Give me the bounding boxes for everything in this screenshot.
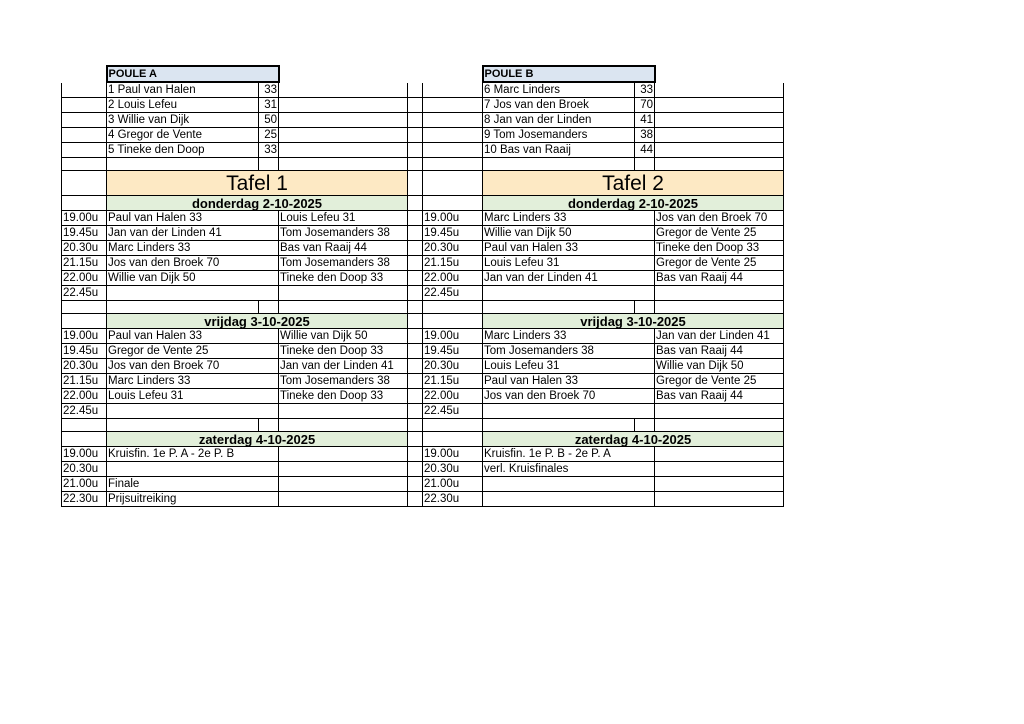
sheet-row bbox=[62, 211, 784, 226]
poule-b-player: 8 Jan van der Linden bbox=[483, 113, 635, 128]
sheet-row bbox=[62, 432, 784, 447]
empty-cell bbox=[62, 143, 107, 158]
poule-b-score: 38 bbox=[635, 128, 655, 143]
poule-b-score: 70 bbox=[635, 98, 655, 113]
empty-cell bbox=[423, 128, 483, 143]
tournament-schedule-sheet bbox=[61, 65, 784, 507]
tafel1-player-1: Willie van Dijk 50 bbox=[107, 271, 279, 286]
tafel2-player-1: Kruisfin. 1e P. B - 2e P. A bbox=[483, 447, 655, 462]
tafel1-player-1: Jos van den Broek 70 bbox=[107, 256, 279, 271]
tafel1-player-1: Paul van Halen 33 bbox=[107, 211, 279, 226]
poule-a-score: 31 bbox=[259, 98, 279, 113]
spacer-cell bbox=[408, 286, 423, 301]
tafel2-time: 19.45u bbox=[423, 344, 483, 359]
tafel2-player-1: Willie van Dijk 50 bbox=[483, 226, 655, 241]
sheet-row bbox=[62, 158, 784, 171]
empty-cell bbox=[423, 432, 483, 447]
tafel1-time: 21.00u bbox=[62, 477, 107, 492]
poule-b-score: 44 bbox=[635, 143, 655, 158]
sheet-row bbox=[62, 286, 784, 301]
poule-b-score: 41 bbox=[635, 113, 655, 128]
tafel2-player-2 bbox=[655, 462, 784, 477]
tafel1-player-2: Willie van Dijk 50 bbox=[279, 329, 408, 344]
tafel1-time: 22.00u bbox=[62, 389, 107, 404]
tafel1-player-1: Kruisfin. 1e P. A - 2e P. B bbox=[107, 447, 279, 462]
spacer-cell bbox=[408, 492, 423, 507]
tafel1-player-2: Jan van der Linden 41 bbox=[279, 359, 408, 374]
empty-cell bbox=[408, 419, 423, 432]
spacer-cell bbox=[408, 128, 423, 143]
sheet-row bbox=[62, 462, 784, 477]
tafel1-player-1: Jos van den Broek 70 bbox=[107, 359, 279, 374]
sheet-row bbox=[62, 447, 784, 462]
empty-cell bbox=[635, 301, 655, 314]
tafel1-time: 20.30u bbox=[62, 359, 107, 374]
sheet-row bbox=[62, 143, 784, 158]
empty-cell bbox=[655, 98, 784, 113]
tafel1-time: 19.00u bbox=[62, 211, 107, 226]
tafel2-player-1 bbox=[483, 286, 655, 301]
spacer-cell bbox=[408, 314, 423, 329]
spacer-cell bbox=[408, 143, 423, 158]
sheet-row bbox=[62, 196, 784, 211]
tafel2-player-2 bbox=[655, 404, 784, 419]
tafel1-player-2 bbox=[279, 447, 408, 462]
tafel1-time: 22.00u bbox=[62, 271, 107, 286]
tafel1-player-2 bbox=[279, 477, 408, 492]
tafel2-player-2: Bas van Raaij 44 bbox=[655, 389, 784, 404]
tafel2-player-2: Jos van den Broek 70 bbox=[655, 211, 784, 226]
empty-cell bbox=[279, 66, 408, 82]
empty-cell bbox=[635, 158, 655, 171]
tafel2-time: 21.15u bbox=[423, 256, 483, 271]
tafel2-player-1 bbox=[483, 404, 655, 419]
empty-cell bbox=[655, 113, 784, 128]
empty-cell bbox=[423, 82, 483, 98]
sheet-row bbox=[62, 404, 784, 419]
tafel1-player-1: Paul van Halen 33 bbox=[107, 329, 279, 344]
tafel1-player-1: Finale bbox=[107, 477, 279, 492]
tafel1-player-2 bbox=[279, 492, 408, 507]
empty-cell bbox=[423, 113, 483, 128]
tafel2-time: 22.00u bbox=[423, 389, 483, 404]
tafel2-player-2: Bas van Raaij 44 bbox=[655, 271, 784, 286]
tafel2-time: 20.30u bbox=[423, 462, 483, 477]
sheet-row bbox=[62, 329, 784, 344]
tafel1-player-1 bbox=[107, 462, 279, 477]
empty-cell bbox=[62, 314, 107, 329]
poule-b-score: 33 bbox=[635, 82, 655, 98]
tafel1-time: 19.45u bbox=[62, 226, 107, 241]
tafel2-player-2: Bas van Raaij 44 bbox=[655, 344, 784, 359]
sheet-row bbox=[62, 256, 784, 271]
tafel1-day-label: zaterdag 4-10-2025 bbox=[107, 432, 408, 447]
tafel1-player-1 bbox=[107, 404, 279, 419]
empty-cell bbox=[62, 432, 107, 447]
tafel1-time: 22.45u bbox=[62, 404, 107, 419]
empty-cell bbox=[279, 143, 408, 158]
sheet-row bbox=[62, 344, 784, 359]
empty-cell bbox=[423, 66, 483, 82]
sheet-row bbox=[62, 359, 784, 374]
empty-cell bbox=[259, 419, 279, 432]
spacer-cell bbox=[408, 171, 423, 196]
spacer-cell bbox=[408, 404, 423, 419]
tafel1-player-1: Gregor de Vente 25 bbox=[107, 344, 279, 359]
empty-cell bbox=[259, 301, 279, 314]
empty-cell bbox=[655, 66, 784, 82]
empty-cell bbox=[423, 301, 483, 314]
empty-cell bbox=[423, 158, 483, 171]
tafel1-player-2: Tom Josemanders 38 bbox=[279, 374, 408, 389]
spacer-cell bbox=[408, 359, 423, 374]
spacer-cell bbox=[408, 374, 423, 389]
sheet-row bbox=[62, 98, 784, 113]
tafel2-day-label: donderdag 2-10-2025 bbox=[483, 196, 784, 211]
tafel2-title: Tafel 2 bbox=[483, 171, 784, 196]
tafel1-time: 22.45u bbox=[62, 286, 107, 301]
tafel1-time: 20.30u bbox=[62, 241, 107, 256]
tafel2-time: 20.30u bbox=[423, 359, 483, 374]
poule-a-score: 33 bbox=[259, 82, 279, 98]
empty-cell bbox=[483, 158, 635, 171]
tafel1-player-2: Tom Josemanders 38 bbox=[279, 256, 408, 271]
poule-a-player: 2 Louis Lefeu bbox=[107, 98, 259, 113]
empty-cell bbox=[62, 98, 107, 113]
tafel2-player-1: Marc Linders 33 bbox=[483, 211, 655, 226]
tafel2-time: 21.15u bbox=[423, 374, 483, 389]
poule-a-player: 4 Gregor de Vente bbox=[107, 128, 259, 143]
sheet-row bbox=[62, 477, 784, 492]
spacer-cell bbox=[408, 389, 423, 404]
tafel1-time: 22.30u bbox=[62, 492, 107, 507]
empty-cell bbox=[279, 98, 408, 113]
tafel1-day-label: vrijdag 3-10-2025 bbox=[107, 314, 408, 329]
spacer-cell bbox=[408, 432, 423, 447]
empty-cell bbox=[279, 419, 408, 432]
empty-cell bbox=[107, 301, 259, 314]
empty-cell bbox=[423, 419, 483, 432]
sheet-row bbox=[62, 171, 784, 196]
poule-b-player: 10 Bas van Raaij bbox=[483, 143, 635, 158]
tafel1-time: 19.00u bbox=[62, 329, 107, 344]
tafel2-day-label: zaterdag 4-10-2025 bbox=[483, 432, 784, 447]
spacer-cell bbox=[408, 256, 423, 271]
poule-b-player: 7 Jos van den Broek bbox=[483, 98, 635, 113]
sheet-row bbox=[62, 389, 784, 404]
tafel1-player-2: Tineke den Doop 33 bbox=[279, 344, 408, 359]
tafel1-time: 21.15u bbox=[62, 374, 107, 389]
tafel1-time: 20.30u bbox=[62, 462, 107, 477]
sheet-row bbox=[62, 419, 784, 432]
empty-cell bbox=[655, 158, 784, 171]
sheet-row bbox=[62, 271, 784, 286]
tafel2-time: 19.00u bbox=[423, 211, 483, 226]
poule-a-player: 5 Tineke den Doop bbox=[107, 143, 259, 158]
empty-cell bbox=[279, 113, 408, 128]
tafel1-player-1: Marc Linders 33 bbox=[107, 241, 279, 256]
empty-cell bbox=[655, 82, 784, 98]
tafel2-player-1: Marc Linders 33 bbox=[483, 329, 655, 344]
sheet-row bbox=[62, 492, 784, 507]
tafel1-player-1 bbox=[107, 286, 279, 301]
empty-cell bbox=[655, 301, 784, 314]
sheet-row bbox=[62, 314, 784, 329]
tafel2-time: 19.00u bbox=[423, 329, 483, 344]
spacer-cell bbox=[408, 82, 423, 98]
tafel1-player-2: Louis Lefeu 31 bbox=[279, 211, 408, 226]
tafel2-player-1: Jos van den Broek 70 bbox=[483, 389, 655, 404]
tafel2-player-2 bbox=[655, 477, 784, 492]
tafel2-player-2: Gregor de Vente 25 bbox=[655, 226, 784, 241]
poule-a-title: POULE A bbox=[107, 66, 279, 82]
tafel2-player-1 bbox=[483, 492, 655, 507]
poule-a-score: 50 bbox=[259, 113, 279, 128]
empty-cell bbox=[62, 158, 107, 171]
sheet-row bbox=[62, 113, 784, 128]
empty-cell bbox=[483, 301, 635, 314]
sheet-row bbox=[62, 82, 784, 98]
sheet-row bbox=[62, 374, 784, 389]
poule-a-player: 1 Paul van Halen bbox=[107, 82, 259, 98]
tafel2-time: 22.45u bbox=[423, 404, 483, 419]
tafel1-player-2: Tom Josemanders 38 bbox=[279, 226, 408, 241]
sheet-row bbox=[62, 301, 784, 314]
sheet-row bbox=[62, 226, 784, 241]
empty-cell bbox=[62, 196, 107, 211]
empty-cell bbox=[655, 143, 784, 158]
spacer-cell bbox=[408, 447, 423, 462]
poule-a-score: 33 bbox=[259, 143, 279, 158]
empty-cell bbox=[423, 143, 483, 158]
spacer-cell bbox=[408, 226, 423, 241]
sheet-row bbox=[62, 128, 784, 143]
poule-a-score: 25 bbox=[259, 128, 279, 143]
spacer-cell bbox=[408, 211, 423, 226]
empty-cell bbox=[423, 98, 483, 113]
empty-cell bbox=[62, 113, 107, 128]
empty-cell bbox=[408, 66, 423, 82]
tafel1-player-2: Tineke den Doop 33 bbox=[279, 271, 408, 286]
tafel2-time: 20.30u bbox=[423, 241, 483, 256]
tafel2-player-2 bbox=[655, 447, 784, 462]
tafel1-time: 19.00u bbox=[62, 447, 107, 462]
tafel2-player-1: Paul van Halen 33 bbox=[483, 241, 655, 256]
tafel1-player-2 bbox=[279, 404, 408, 419]
tafel2-player-2 bbox=[655, 492, 784, 507]
tafel1-player-1: Marc Linders 33 bbox=[107, 374, 279, 389]
empty-cell bbox=[107, 419, 259, 432]
sheet-row bbox=[62, 66, 784, 82]
tafel2-player-1: verl. Kruisfinales bbox=[483, 462, 655, 477]
tafel2-player-1: Jan van der Linden 41 bbox=[483, 271, 655, 286]
tafel2-player-1 bbox=[483, 477, 655, 492]
empty-cell bbox=[655, 419, 784, 432]
empty-cell bbox=[62, 419, 107, 432]
tafel1-time: 21.15u bbox=[62, 256, 107, 271]
empty-cell bbox=[279, 301, 408, 314]
empty-cell bbox=[279, 158, 408, 171]
empty-cell bbox=[279, 82, 408, 98]
tafel2-player-2: Tineke den Doop 33 bbox=[655, 241, 784, 256]
tafel2-player-1: Paul van Halen 33 bbox=[483, 374, 655, 389]
tafel1-player-1: Prijsuitreiking bbox=[107, 492, 279, 507]
spacer-cell bbox=[408, 462, 423, 477]
tafel2-player-2 bbox=[655, 286, 784, 301]
empty-cell bbox=[62, 301, 107, 314]
spacer-cell bbox=[408, 241, 423, 256]
poule-b-title: POULE B bbox=[483, 66, 655, 82]
empty-cell bbox=[62, 128, 107, 143]
tafel2-time: 19.00u bbox=[423, 447, 483, 462]
tafel2-time: 22.30u bbox=[423, 492, 483, 507]
tafel2-day-label: vrijdag 3-10-2025 bbox=[483, 314, 784, 329]
empty-cell bbox=[423, 314, 483, 329]
empty-cell bbox=[279, 128, 408, 143]
tafel2-time: 22.00u bbox=[423, 271, 483, 286]
poule-b-player: 6 Marc Linders bbox=[483, 82, 635, 98]
tafel2-player-1: Tom Josemanders 38 bbox=[483, 344, 655, 359]
tafel1-player-2 bbox=[279, 286, 408, 301]
tafel1-time: 19.45u bbox=[62, 344, 107, 359]
empty-cell bbox=[107, 158, 259, 171]
tafel1-day-label: donderdag 2-10-2025 bbox=[107, 196, 408, 211]
spacer-cell bbox=[408, 344, 423, 359]
tafel2-player-2: Willie van Dijk 50 bbox=[655, 359, 784, 374]
tafel2-player-1: Louis Lefeu 31 bbox=[483, 359, 655, 374]
empty-cell bbox=[483, 419, 635, 432]
tafel2-time: 21.00u bbox=[423, 477, 483, 492]
tafel2-time: 19.45u bbox=[423, 226, 483, 241]
tafel1-player-1: Louis Lefeu 31 bbox=[107, 389, 279, 404]
tafel2-player-2: Gregor de Vente 25 bbox=[655, 374, 784, 389]
empty-cell bbox=[259, 158, 279, 171]
empty-cell bbox=[62, 171, 107, 196]
empty-cell bbox=[423, 196, 483, 211]
empty-cell bbox=[408, 301, 423, 314]
spacer-cell bbox=[408, 98, 423, 113]
sheet-row bbox=[62, 241, 784, 256]
tafel2-player-2: Jan van der Linden 41 bbox=[655, 329, 784, 344]
empty-cell bbox=[655, 128, 784, 143]
tafel2-player-2: Gregor de Vente 25 bbox=[655, 256, 784, 271]
empty-cell bbox=[408, 158, 423, 171]
spacer-cell bbox=[408, 196, 423, 211]
empty-cell bbox=[423, 171, 483, 196]
tafel1-player-1: Jan van der Linden 41 bbox=[107, 226, 279, 241]
tafel1-player-2: Bas van Raaij 44 bbox=[279, 241, 408, 256]
spacer-cell bbox=[408, 113, 423, 128]
spacer-cell bbox=[408, 477, 423, 492]
tafel2-player-1: Louis Lefeu 31 bbox=[483, 256, 655, 271]
poule-a-player: 3 Willie van Dijk bbox=[107, 113, 259, 128]
empty-cell bbox=[62, 66, 107, 82]
spacer-cell bbox=[408, 329, 423, 344]
empty-cell bbox=[62, 82, 107, 98]
tafel1-player-2: Tineke den Doop 33 bbox=[279, 389, 408, 404]
empty-cell bbox=[635, 419, 655, 432]
tafel1-title: Tafel 1 bbox=[107, 171, 408, 196]
spacer-cell bbox=[408, 271, 423, 286]
poule-b-player: 9 Tom Josemanders bbox=[483, 128, 635, 143]
tafel1-player-2 bbox=[279, 462, 408, 477]
tafel2-time: 22.45u bbox=[423, 286, 483, 301]
